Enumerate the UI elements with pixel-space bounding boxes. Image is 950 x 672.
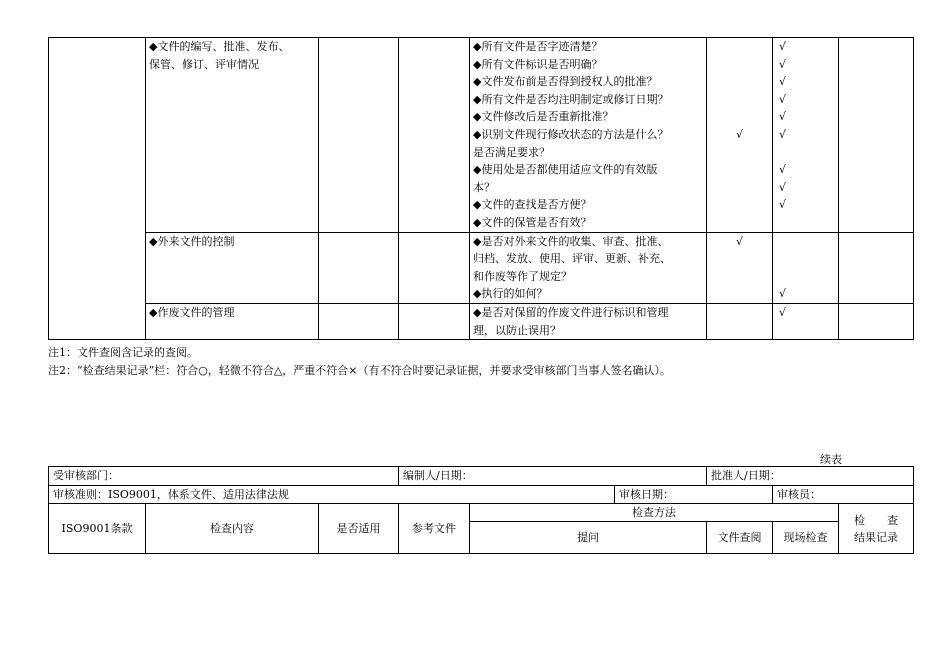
question-line: ◆识别文件现行修改状态的方法是什么？ bbox=[473, 127, 669, 141]
site-check-cell bbox=[773, 232, 839, 303]
question-line: 本？ bbox=[473, 180, 495, 194]
question-cell bbox=[470, 232, 707, 303]
checklist-row bbox=[49, 232, 914, 303]
col-reference-header: 参考文件 bbox=[399, 504, 470, 554]
topic-cell bbox=[146, 303, 319, 339]
question-line: 理，以防止误用？ bbox=[473, 323, 561, 337]
question-line: ◆执行的如何？ bbox=[473, 287, 548, 301]
question-line: 是否满足要求？ bbox=[473, 145, 550, 159]
question-line: ◆使用处是否都使用适应文件的有效版 bbox=[473, 163, 658, 177]
question-cell bbox=[470, 38, 707, 233]
note-2: 注2：“检查结果记录”栏：符合○，轻微不符合△，严重不符合×（有不符合时要记录证据，并要求受审核部门当事人签名确认）。 bbox=[48, 364, 672, 377]
site-check-mark: √ bbox=[779, 75, 787, 89]
note-1: 注1：文件查阅含记录的查阅。 bbox=[48, 346, 198, 359]
site-check-mark bbox=[776, 250, 835, 268]
site-check-mark: √ bbox=[779, 57, 787, 71]
clause-cell bbox=[49, 38, 146, 340]
doc-review-mark bbox=[710, 108, 769, 126]
checklist-table bbox=[48, 37, 914, 340]
doc-review-cell bbox=[707, 232, 773, 303]
question-line: ◆文件发布前是否得到授权人的批准？ bbox=[473, 75, 658, 89]
doc-review-mark: √ bbox=[736, 234, 744, 248]
topic-line: ◆作废文件的管理 bbox=[149, 305, 235, 319]
col-result-header bbox=[839, 504, 914, 554]
question-line: ◆所有文件是否均注明制定或修订日期？ bbox=[473, 92, 669, 106]
col-clause-header: ISO9001条款 bbox=[49, 504, 146, 554]
site-check-cell bbox=[773, 38, 839, 233]
site-check-mark bbox=[776, 214, 835, 232]
site-check-mark: √ bbox=[779, 198, 787, 212]
site-check-mark bbox=[776, 322, 835, 340]
question-line: 归档、发放、使用、评审、更新、补充、 bbox=[473, 252, 671, 266]
question-line: ◆所有文件标识是否明确？ bbox=[473, 57, 603, 71]
topic-line: ◆文件的编写、批准、发布、 bbox=[149, 40, 290, 53]
result-cell bbox=[839, 232, 914, 303]
question-line: ◆文件的查找是否方便？ bbox=[473, 198, 592, 212]
result-cell bbox=[839, 38, 914, 233]
site-check-mark: √ bbox=[779, 180, 787, 194]
doc-review-mark bbox=[710, 322, 769, 340]
approver-date-cell: 批准人/日期： bbox=[707, 467, 914, 486]
doc-review-mark bbox=[710, 91, 769, 109]
applicable-cell bbox=[319, 303, 399, 339]
col-site-check-header: 现场检查 bbox=[773, 522, 839, 554]
doc-review-mark bbox=[710, 268, 769, 286]
site-check-mark: √ bbox=[779, 163, 787, 177]
reference-cell bbox=[399, 232, 470, 303]
doc-review-mark bbox=[710, 38, 769, 56]
reference-cell bbox=[399, 38, 470, 233]
col-result-line2: 结果记录 bbox=[854, 530, 899, 544]
question-line: ◆所有文件是否字迹清楚？ bbox=[473, 40, 603, 53]
reference-cell bbox=[399, 303, 470, 339]
continuation-label: 续表 bbox=[820, 453, 842, 466]
doc-review-cell bbox=[707, 38, 773, 233]
auditor-cell: 审核员： bbox=[773, 486, 914, 504]
doc-review-mark bbox=[710, 304, 769, 322]
audited-dept-cell: 受审核部门： bbox=[49, 467, 399, 486]
col-method-header: 检查方法 bbox=[470, 504, 839, 522]
question-line: ◆文件修改后是否重新批准？ bbox=[473, 110, 614, 124]
question-line: ◆文件的保管是否有效？ bbox=[473, 215, 592, 229]
doc-review-mark bbox=[710, 161, 769, 179]
site-check-mark: √ bbox=[779, 110, 787, 124]
site-check-mark: √ bbox=[779, 287, 787, 301]
doc-review-mark bbox=[710, 144, 769, 162]
site-check-mark: √ bbox=[779, 127, 787, 141]
doc-review-mark bbox=[710, 179, 769, 197]
col-result-line1: 检 查 bbox=[854, 513, 899, 527]
site-check-mark: √ bbox=[779, 92, 787, 106]
doc-review-mark bbox=[710, 56, 769, 74]
question-line: ◆是否对保留的作废文件进行标识和管理 bbox=[473, 305, 669, 319]
question-cell bbox=[470, 303, 707, 339]
topic-cell bbox=[146, 232, 319, 303]
question-line: ◆是否对外来文件的收集、审查、批准、 bbox=[473, 234, 669, 248]
result-cell bbox=[839, 303, 914, 339]
doc-review-mark bbox=[710, 214, 769, 232]
checklist-row bbox=[49, 303, 914, 339]
checklist-row bbox=[49, 38, 914, 233]
site-check-mark bbox=[776, 268, 835, 286]
site-check-mark: √ bbox=[779, 40, 787, 53]
criteria-cell: 审核准则：ISO9001，体系文件、适用法律法规 bbox=[49, 486, 615, 504]
site-check-mark bbox=[776, 233, 835, 251]
applicable-cell bbox=[319, 38, 399, 233]
applicable-cell bbox=[319, 232, 399, 303]
compiler-date-cell: 编制人/日期： bbox=[399, 467, 707, 486]
col-doc-review-header: 文件查阅 bbox=[707, 522, 773, 554]
audit-date-cell: 审核日期： bbox=[615, 486, 773, 504]
topic-line: 保管、修订、评审情况 bbox=[149, 57, 259, 71]
topic-cell bbox=[146, 38, 319, 233]
question-line: 和作废等作了规定？ bbox=[473, 269, 572, 283]
doc-review-mark: √ bbox=[736, 127, 744, 141]
doc-review-mark bbox=[710, 196, 769, 214]
col-question-header: 提问 bbox=[470, 522, 707, 554]
col-applicable-header: 是否适用 bbox=[319, 504, 399, 554]
checklist-header-table bbox=[48, 466, 914, 554]
site-check-mark bbox=[776, 144, 835, 162]
doc-review-cell bbox=[707, 303, 773, 339]
col-content-header: 检查内容 bbox=[146, 504, 319, 554]
doc-review-mark bbox=[710, 285, 769, 303]
site-check-mark: √ bbox=[779, 305, 787, 319]
doc-review-mark bbox=[710, 73, 769, 91]
site-check-cell bbox=[773, 303, 839, 339]
topic-line: ◆外来文件的控制 bbox=[149, 234, 235, 248]
doc-review-mark bbox=[710, 250, 769, 268]
